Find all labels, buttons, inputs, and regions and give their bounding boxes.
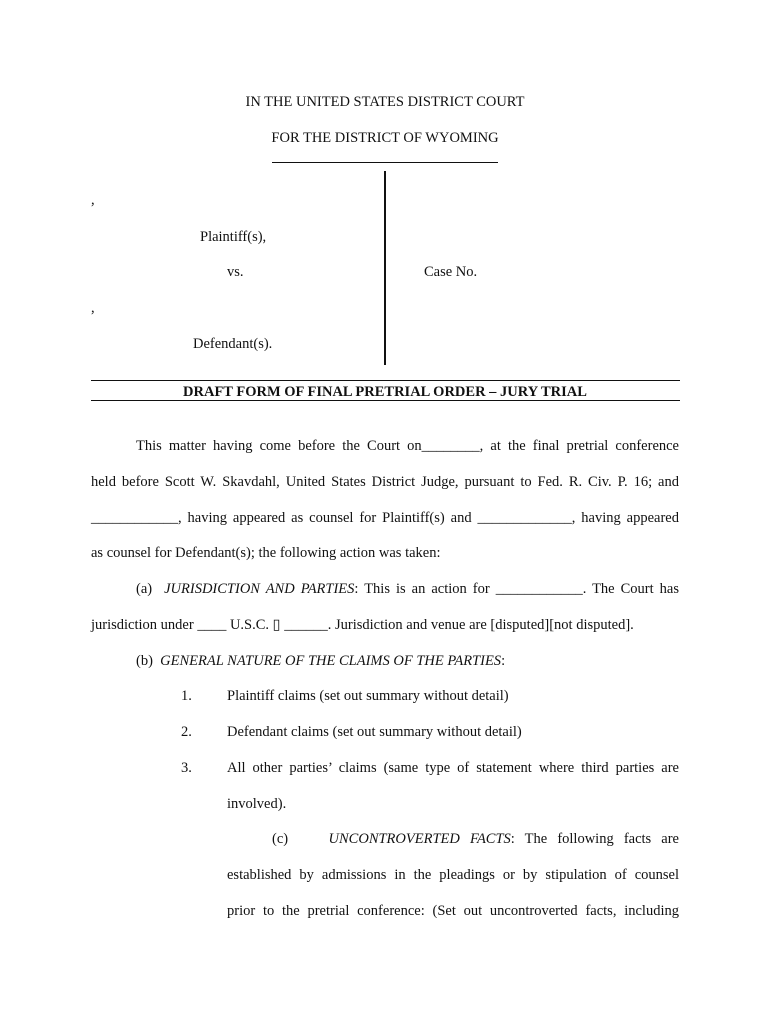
section-c-letter: (c)	[272, 831, 289, 847]
plaintiff-label: Plaintiff(s),	[200, 229, 267, 245]
title-rule-top	[91, 380, 680, 381]
section-c-line-3: prior to the pretrial conference: (Set out uncontroverted facts, including	[227, 903, 679, 919]
claim-item-text: Defendant claims (set out summary without detail)	[227, 724, 522, 740]
versus-label: vs.	[227, 264, 244, 280]
case-number-label: Case No.	[424, 264, 478, 280]
claim-item-number: 2.	[181, 724, 192, 740]
header-rule	[272, 162, 498, 163]
claim-item-number: 1.	[181, 688, 192, 704]
plaintiff-name-blank: ,	[91, 192, 95, 208]
claim-item-text: All other parties’ claims (same type of statement where third parties are	[227, 760, 679, 776]
section-c-text: : The following facts are	[510, 831, 679, 847]
section-b-heading-line	[136, 653, 505, 670]
court-name: IN THE UNITED STATES DISTRICT COURT	[245, 94, 525, 110]
section-a-line-2: jurisdiction under ____ U.S.C. ▯ ______. Jurisdiction and venue are [disputed][not disputed].	[91, 617, 634, 633]
section-b-colon: :	[501, 653, 506, 669]
section-a-heading: JURISDICTION AND PARTIES	[164, 581, 355, 597]
intro-line-3: ____________, having appeared as counsel for Plaintiff(s) and _____________, having appeared	[91, 510, 679, 526]
claim-item-text: Plaintiff claims (set out summary without detail)	[227, 688, 509, 704]
section-a-letter: (a)	[136, 581, 153, 597]
document-title	[0, 384, 770, 401]
claim-item-number: 3.	[181, 760, 192, 776]
defendant-name-blank: ,	[91, 300, 95, 316]
section-c-heading: UNCONTROVERTED FACTS	[328, 831, 511, 847]
intro-line-4: as counsel for Defendant(s); the following action was taken:	[91, 545, 441, 561]
claim-item-continuation: involved).	[227, 796, 287, 812]
section-a-text: : This is an action for ____________. The Court has	[354, 581, 679, 597]
document-title-text: DRAFT FORM OF FINAL PRETRIAL ORDER – JURY TRIAL	[183, 384, 587, 400]
caption-divider	[384, 171, 386, 365]
intro-line-2: held before Scott W. Skavdahl, United States District Judge, pursuant to Fed. R. Civ. P. 16; and	[91, 474, 679, 490]
court-district: FOR THE DISTRICT OF WYOMING	[271, 130, 499, 146]
section-b-letter: (b)	[136, 653, 153, 669]
section-b-heading: GENERAL NATURE OF THE CLAIMS OF THE PARTIES	[160, 653, 502, 669]
section-a-line-1	[136, 581, 679, 598]
defendant-label: Defendant(s).	[193, 336, 273, 352]
intro-line-1: This matter having come before the Court on________, at the final pretrial conference	[136, 438, 679, 454]
section-c-line-2: established by admissions in the pleadings or by stipulation of counsel	[227, 867, 679, 883]
title-rule-bottom	[91, 400, 680, 401]
section-c-line-1	[272, 831, 679, 848]
